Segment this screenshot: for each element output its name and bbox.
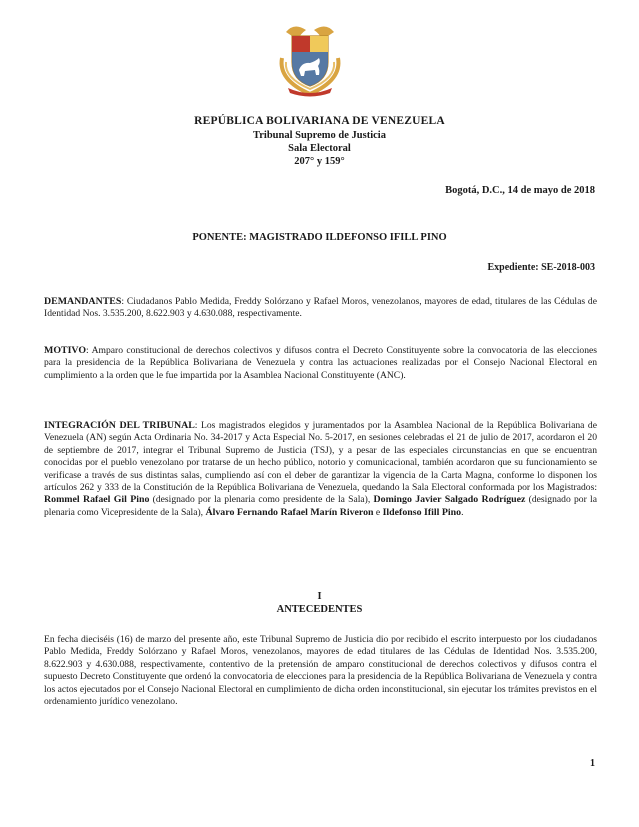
republic-name: REPÚBLICA BOLIVARIANA DE VENEZUELA: [194, 115, 445, 127]
years-line: 207° y 159°: [294, 156, 345, 167]
court-name: Tribunal Supremo de Justicia: [253, 130, 386, 141]
magistrate-name: Rommel Rafael Gil Pino: [44, 494, 150, 506]
motivo-paragraph: [44, 345, 597, 382]
demandantes-label: DEMANDANTES: [44, 296, 122, 307]
conjunction-text: e: [373, 506, 383, 518]
ponente-line: PONENTE: MAGISTRADO ILDEFONSO IFILL PINO: [192, 232, 447, 243]
motivo-label: MOTIVO: [44, 345, 87, 356]
magistrate-role: (designado por la plenaria como presidente de la Sala),: [149, 494, 374, 506]
magistrate-name: Domingo Javier Salgado Rodríguez: [373, 494, 526, 506]
paragraph-end: .: [461, 506, 464, 518]
chamber-name: Sala Electoral: [288, 143, 351, 154]
magistrate-name: Álvaro Fernando Rafael Marín Riveron: [205, 506, 374, 518]
document-header: [0, 114, 639, 168]
antecedentes-paragraph: En fecha dieciséis (16) de marzo del presente año, este Tribunal Supremo de Justicia dio por recibido el escrito interpuesto por los ciudadanos Pablo Medida, Freddy Solórzano y Rafael Moros, venezolanos, mayores de edad titulares de las Cédulas de Identidad Nos. 3.535.200, 8.622.903 y 4.630.088, respectivamente, contentivo de la pretensión de amparo constitucional de derechos colectivos y difusos contra el supuesto Decreto Constituyente que ordenó la convocatoria de elecciones para la presidencia de la República Bolivariana de Venezuela y contra los actos ejecutados por el Consejo Nacional Electoral en cumplimiento de dicha orden inconstitucional, sin ejecutar los trámites previstos en el ordenamiento jurídico venezolano.: [44, 634, 597, 708]
motivo-text: : Amparo constitucional de derechos colectivos y difusos contra el Decreto Constituyente sobre la convocatoria de las elecciones para la presidencia de la República Bolivariana de Venezuela y contra las actuaciones realizadas por el Consejo Nacional Electoral en cumplimiento a la orden que le fue impartida por la Asamblea Nacional Constituyente (ANC).: [44, 345, 597, 381]
integracion-text: : Los magistrados elegidos y juramentados por la Asamblea Nacional de la República Bolivariana de Venezuela (AN) según Acta Ordinaria No. 34-2017 y Acta Especial No. 5-2017, en sesiones celebradas el 21 de julio de 2017, acordaron el 20 de septiembre de 2017, integrar el Tribunal Supremo de Justicia (TSJ), y a pesar de las especiales circunstancias en que se encuentran conocidas por el pueblo venezolano por tratarse de un hecho público, notorio y comunicacional, también acordaron que su funcionamiento se verificase a través de sus distintas salas, cumpliendo así con el deber de garantizar la vigencia de la Carta Magna, conforme lo disponen los artículos 262 y 333 de la Constitución de la República Bolivariana de Venezuela, quedando la Sala Electoral conformada por los Magistrados:: [44, 420, 597, 494]
demandantes-paragraph: [44, 296, 597, 321]
demandantes-text: : Ciudadanos Pablo Medida, Freddy Solórzano y Rafael Moros, venezolanos, mayores de edad, titulares de las Cédulas de Identidad Nos. 3.535.200, 8.622.903 y 4.630.088, respectivamente.: [44, 296, 597, 320]
magistrate-role: (designado por la plenaria como Vicepresidente de la Sala),: [44, 494, 597, 518]
coat-of-arms-seal-icon: [272, 18, 348, 98]
integracion-paragraph: [44, 420, 597, 519]
expediente-number: Expediente: SE-2018-003: [487, 262, 595, 273]
integracion-label: INTEGRACIÓN DEL TRIBUNAL: [44, 420, 195, 431]
page-number: 1: [590, 758, 595, 769]
magistrate-name: Ildefonso Ifill Pino: [382, 506, 462, 518]
dateline: Bogotá, D.C., 14 de mayo de 2018: [445, 185, 595, 196]
section-number: I: [317, 591, 322, 602]
section-title: ANTECEDENTES: [276, 604, 363, 615]
